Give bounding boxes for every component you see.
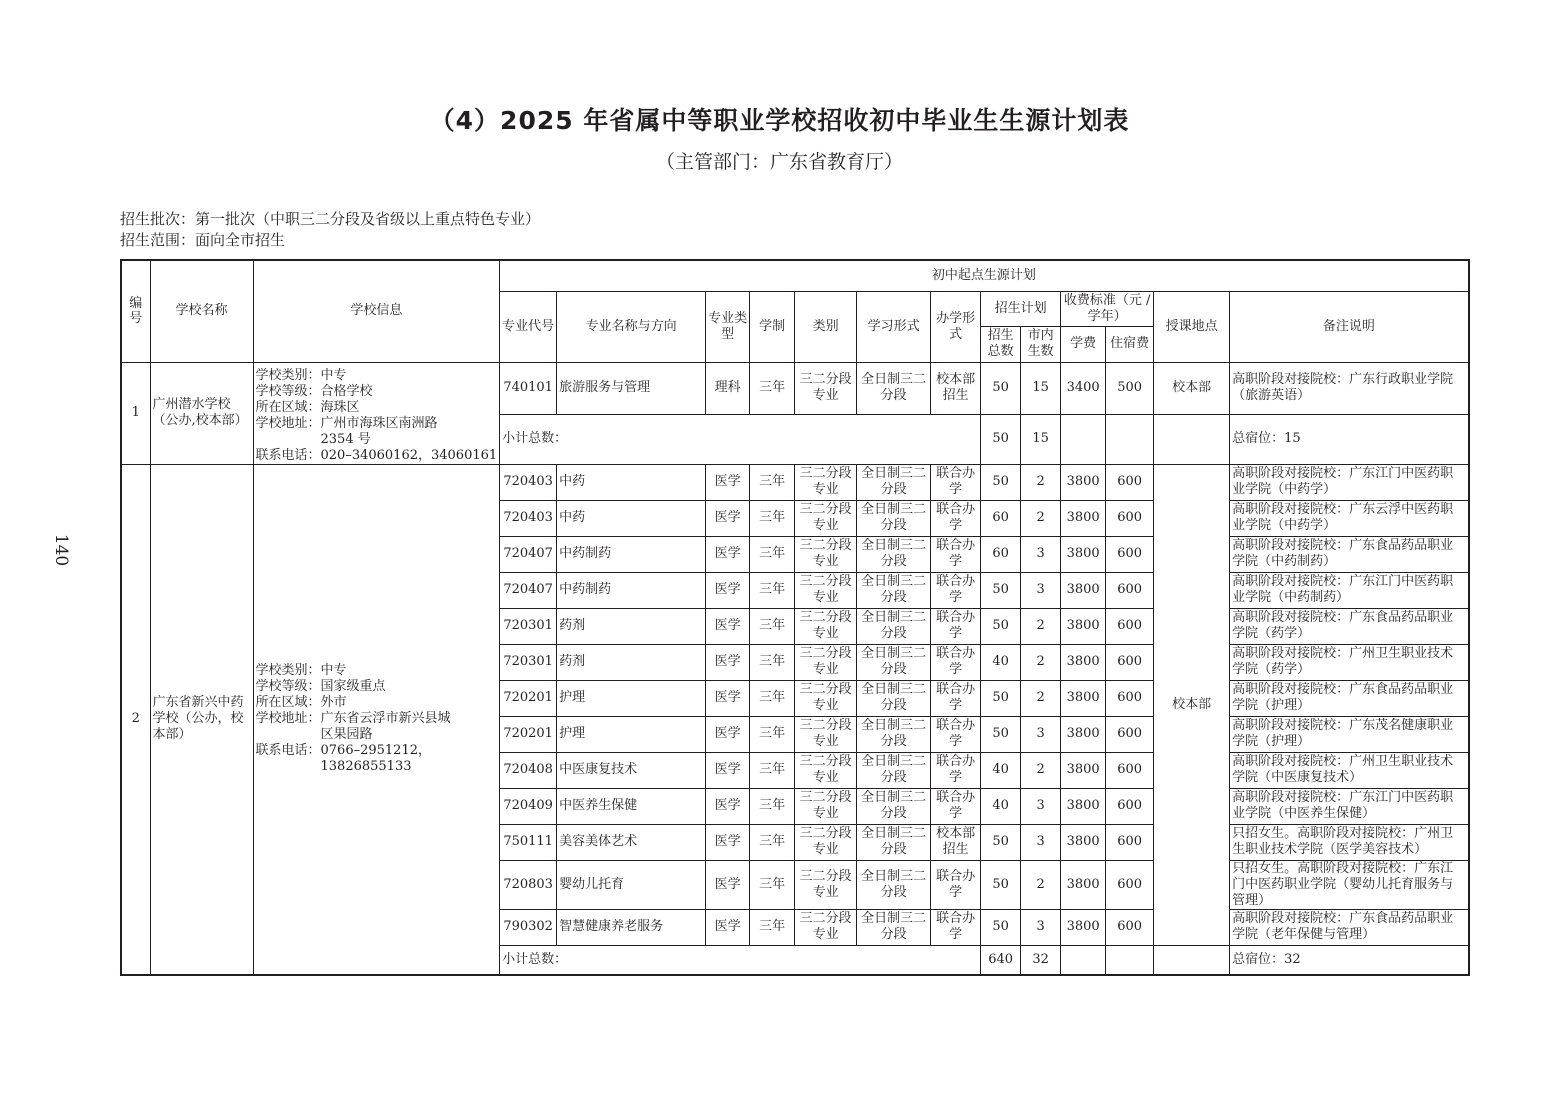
plan-city: 2 <box>1021 860 1061 909</box>
plan-city: 2 <box>1021 464 1061 500</box>
subtotal-city: 32 <box>1021 945 1061 975</box>
remarks: 只招女生。高职阶段对接院校：广东江门中医药职业学院（婴幼儿托育服务与管理） <box>1230 860 1469 909</box>
plan-city: 15 <box>1021 362 1061 414</box>
study-form: 全日制三二分段 <box>857 860 931 909</box>
major-type: 医学 <box>706 680 750 716</box>
plan-total: 50 <box>981 680 1021 716</box>
header-no: 编号 <box>121 260 150 362</box>
major-name: 美容美体艺术 <box>557 824 706 860</box>
school-info-line: 2354 号 <box>255 431 371 447</box>
plan-total: 50 <box>981 608 1021 644</box>
header-fee-dorm: 住宿费 <box>1106 326 1154 362</box>
remarks: 高职阶段对接院校：广州卫生职业技术学院（药学） <box>1230 644 1469 680</box>
fee-dorm: 500 <box>1106 362 1154 414</box>
school-no: 2 <box>121 464 150 975</box>
run-form: 联合办学 <box>931 716 981 752</box>
page-title: （4）2025 年省属中等职业学校招收初中毕业生生源计划表 <box>429 106 1130 135</box>
category: 三二分段专业 <box>795 608 857 644</box>
plan-city: 3 <box>1021 716 1061 752</box>
remarks: 高职阶段对接院校：广东食品药品职业学院（中药制药） <box>1230 536 1469 572</box>
major-code: 790302 <box>500 909 557 945</box>
teaching-location: 校本部 <box>1154 464 1230 945</box>
school-info <box>253 464 500 975</box>
run-form: 联合办学 <box>931 909 981 945</box>
major-type: 医学 <box>706 752 750 788</box>
plan-total: 50 <box>981 716 1021 752</box>
school-info-line: 学校等级：合格学校 <box>255 383 373 399</box>
enrollment-plan-table <box>120 259 1470 976</box>
plan-city: 3 <box>1021 536 1061 572</box>
major-type: 理科 <box>706 362 750 414</box>
header-remarks: 备注说明 <box>1230 291 1469 362</box>
major-type: 医学 <box>706 716 750 752</box>
subtotal-note: 总宿位：15 <box>1230 414 1469 464</box>
subtotal-empty <box>1061 945 1106 975</box>
duration: 三年 <box>750 500 795 536</box>
duration: 三年 <box>750 572 795 608</box>
header-major: 专业名称与方向 <box>557 291 706 362</box>
study-form: 全日制三二分段 <box>857 680 931 716</box>
remarks: 高职阶段对接院校：广东江门中医药职业学院（中药制药） <box>1230 572 1469 608</box>
major-code: 720301 <box>500 644 557 680</box>
major-code: 720403 <box>500 464 557 500</box>
major-code: 750111 <box>500 824 557 860</box>
fee-dorm: 600 <box>1106 608 1154 644</box>
duration: 三年 <box>750 860 795 909</box>
subtotal-empty <box>1106 945 1154 975</box>
category: 三二分段专业 <box>795 860 857 909</box>
run-form: 联合办学 <box>931 788 981 824</box>
plan-total: 40 <box>981 752 1021 788</box>
major-name: 中药制药 <box>557 536 706 572</box>
remarks: 高职阶段对接院校：广东行政职业学院（旅游英语） <box>1230 362 1469 414</box>
fee-tuition: 3800 <box>1061 716 1106 752</box>
major-type: 医学 <box>706 608 750 644</box>
fee-tuition: 3800 <box>1061 752 1106 788</box>
header-study-form: 学习形式 <box>857 291 931 362</box>
major-code: 720803 <box>500 860 557 909</box>
school-info-line: 学校类别：中专 <box>255 663 347 679</box>
major-name: 婴幼儿托育 <box>557 860 706 909</box>
major-name: 中医康复技术 <box>557 752 706 788</box>
remarks: 高职阶段对接院校：广东江门中医药职业学院（中药学） <box>1230 464 1469 500</box>
run-form: 校本部招生 <box>931 362 981 414</box>
major-code: 740101 <box>500 362 557 414</box>
school-name: 广州潜水学校（公办,校本部） <box>150 362 253 464</box>
fee-tuition: 3800 <box>1061 788 1106 824</box>
enrollment-batch: 招生批次：第一批次（中职三二分段及省级以上重点特色专业） <box>120 210 541 228</box>
subtotal-empty <box>1154 414 1230 464</box>
remarks: 高职阶段对接院校：广东食品药品职业学院（老年保健与管理） <box>1230 909 1469 945</box>
plan-city: 3 <box>1021 909 1061 945</box>
major-name: 中药 <box>557 500 706 536</box>
plan-city: 2 <box>1021 680 1061 716</box>
study-form: 全日制三二分段 <box>857 536 931 572</box>
header-group: 初中起点生源计划 <box>500 260 1469 291</box>
plan-total: 50 <box>981 860 1021 909</box>
study-form: 全日制三二分段 <box>857 752 931 788</box>
major-code: 720409 <box>500 788 557 824</box>
school-name: 广东省新兴中药学校（公办，校本部） <box>150 464 253 975</box>
category: 三二分段专业 <box>795 536 857 572</box>
run-form: 联合办学 <box>931 860 981 909</box>
category: 三二分段专业 <box>795 464 857 500</box>
duration: 三年 <box>750 464 795 500</box>
major-name: 中医养生保健 <box>557 788 706 824</box>
fee-tuition: 3800 <box>1061 500 1106 536</box>
remarks: 高职阶段对接院校：广东江门中医药职业学院（中医养生保健） <box>1230 788 1469 824</box>
fee-tuition: 3800 <box>1061 572 1106 608</box>
school-info-line: 学校地址：广东省云浮市新兴县城 <box>255 711 451 727</box>
fee-dorm: 600 <box>1106 680 1154 716</box>
header-plan-total: 招生总数 <box>981 326 1021 362</box>
remarks: 高职阶段对接院校：广东云浮中医药职业学院（中药学） <box>1230 500 1469 536</box>
major-code: 720403 <box>500 500 557 536</box>
major-type: 医学 <box>706 824 750 860</box>
study-form: 全日制三二分段 <box>857 909 931 945</box>
duration: 三年 <box>750 716 795 752</box>
category: 三二分段专业 <box>795 572 857 608</box>
major-code: 720407 <box>500 572 557 608</box>
fee-dorm: 600 <box>1106 860 1154 909</box>
fee-dorm: 600 <box>1106 788 1154 824</box>
subtotal-note: 总宿位：32 <box>1230 945 1469 975</box>
study-form: 全日制三二分段 <box>857 500 931 536</box>
study-form: 全日制三二分段 <box>857 824 931 860</box>
major-type: 医学 <box>706 909 750 945</box>
major-type: 医学 <box>706 572 750 608</box>
category: 三二分段专业 <box>795 716 857 752</box>
major-type: 医学 <box>706 644 750 680</box>
page-number: 140 <box>51 533 72 567</box>
plan-total: 60 <box>981 536 1021 572</box>
school-info-line: 13826855133 <box>255 759 412 775</box>
plan-total: 50 <box>981 362 1021 414</box>
fee-tuition: 3800 <box>1061 909 1106 945</box>
major-type: 医学 <box>706 500 750 536</box>
plan-city: 2 <box>1021 752 1061 788</box>
duration: 三年 <box>750 680 795 716</box>
run-form: 联合办学 <box>931 608 981 644</box>
plan-total: 40 <box>981 788 1021 824</box>
plan-city: 3 <box>1021 572 1061 608</box>
school-info-line: 学校类别：中专 <box>255 367 347 383</box>
remarks: 只招女生。高职阶段对接院校：广州卫生职业技术学院（医学美容技术） <box>1230 824 1469 860</box>
remarks: 高职阶段对接院校：广东茂名健康职业学院（护理） <box>1230 716 1469 752</box>
run-form: 联合办学 <box>931 500 981 536</box>
subtotal-city: 15 <box>1021 414 1061 464</box>
major-name: 护理 <box>557 716 706 752</box>
fee-dorm: 600 <box>1106 500 1154 536</box>
duration: 三年 <box>750 824 795 860</box>
fee-dorm: 600 <box>1106 572 1154 608</box>
major-name: 中药 <box>557 464 706 500</box>
duration: 三年 <box>750 608 795 644</box>
school-no: 1 <box>121 362 150 464</box>
fee-dorm: 600 <box>1106 464 1154 500</box>
plan-city: 3 <box>1021 824 1061 860</box>
subtotal-empty <box>1061 414 1106 464</box>
category: 三二分段专业 <box>795 824 857 860</box>
subtotal-total: 50 <box>981 414 1021 464</box>
plan-city: 2 <box>1021 500 1061 536</box>
major-code: 720407 <box>500 536 557 572</box>
remarks: 高职阶段对接院校：广东食品药品职业学院（护理） <box>1230 680 1469 716</box>
study-form: 全日制三二分段 <box>857 464 931 500</box>
header-location: 授课地点 <box>1154 291 1230 362</box>
fee-dorm: 600 <box>1106 752 1154 788</box>
header-fee: 收费标准（元 / 学年） <box>1061 291 1154 326</box>
category: 三二分段专业 <box>795 909 857 945</box>
major-name: 护理 <box>557 680 706 716</box>
school-info-line: 所在区域：海珠区 <box>255 399 360 415</box>
subtotal-label: 小计总数： <box>500 414 981 464</box>
header-plan: 招生计划 <box>981 291 1061 326</box>
plan-city: 2 <box>1021 644 1061 680</box>
run-form: 联合办学 <box>931 572 981 608</box>
subtotal-empty <box>1106 414 1154 464</box>
header-duration: 学制 <box>750 291 795 362</box>
fee-tuition: 3800 <box>1061 464 1106 500</box>
table-row <box>121 362 1469 414</box>
major-type: 医学 <box>706 464 750 500</box>
teaching-location: 校本部 <box>1154 362 1230 414</box>
plan-total: 50 <box>981 824 1021 860</box>
fee-tuition: 3400 <box>1061 362 1106 414</box>
duration: 三年 <box>750 644 795 680</box>
plan-city: 3 <box>1021 788 1061 824</box>
fee-tuition: 3800 <box>1061 860 1106 909</box>
study-form: 全日制三二分段 <box>857 716 931 752</box>
duration: 三年 <box>750 909 795 945</box>
major-name: 智慧健康养老服务 <box>557 909 706 945</box>
category: 三二分段专业 <box>795 788 857 824</box>
fee-tuition: 3800 <box>1061 536 1106 572</box>
major-type: 医学 <box>706 536 750 572</box>
page-subtitle: （主管部门：广东省教育厅） <box>655 151 903 173</box>
fee-dorm: 600 <box>1106 644 1154 680</box>
fee-tuition: 3800 <box>1061 608 1106 644</box>
study-form: 全日制三二分段 <box>857 572 931 608</box>
plan-total: 50 <box>981 572 1021 608</box>
plan-total: 50 <box>981 464 1021 500</box>
plan-total: 60 <box>981 500 1021 536</box>
run-form: 联合办学 <box>931 536 981 572</box>
study-form: 全日制三二分段 <box>857 608 931 644</box>
fee-dorm: 600 <box>1106 909 1154 945</box>
major-name: 中药制药 <box>557 572 706 608</box>
header-major-type: 专业类型 <box>706 291 750 362</box>
header-run-form: 办学形式 <box>931 291 981 362</box>
run-form: 联合办学 <box>931 752 981 788</box>
duration: 三年 <box>750 788 795 824</box>
category: 三二分段专业 <box>795 644 857 680</box>
subtotal-total: 640 <box>981 945 1021 975</box>
major-name: 旅游服务与管理 <box>557 362 706 414</box>
study-form: 全日制三二分段 <box>857 362 931 414</box>
study-form: 全日制三二分段 <box>857 788 931 824</box>
subtotal-label: 小计总数： <box>500 945 981 975</box>
fee-dorm: 600 <box>1106 536 1154 572</box>
duration: 三年 <box>750 536 795 572</box>
major-name: 药剂 <box>557 608 706 644</box>
major-code: 720301 <box>500 608 557 644</box>
header-category: 类别 <box>795 291 857 362</box>
major-name: 药剂 <box>557 644 706 680</box>
fee-tuition: 3800 <box>1061 824 1106 860</box>
school-info-line: 联系电话：0766–2951212， <box>255 743 431 759</box>
run-form: 联合办学 <box>931 464 981 500</box>
major-type: 医学 <box>706 788 750 824</box>
plan-total: 40 <box>981 644 1021 680</box>
run-form: 校本部招生 <box>931 824 981 860</box>
major-type: 医学 <box>706 860 750 909</box>
fee-tuition: 3800 <box>1061 644 1106 680</box>
category: 三二分段专业 <box>795 752 857 788</box>
duration: 三年 <box>750 362 795 414</box>
category: 三二分段专业 <box>795 680 857 716</box>
plan-city: 2 <box>1021 608 1061 644</box>
remarks: 高职阶段对接院校：广东食品药品职业学院（药学） <box>1230 608 1469 644</box>
subtotal-empty <box>1154 945 1230 975</box>
header-school-name: 学校名称 <box>150 260 253 362</box>
table-body <box>121 260 1469 975</box>
category: 三二分段专业 <box>795 500 857 536</box>
fee-dorm: 600 <box>1106 716 1154 752</box>
table-row <box>121 464 1469 500</box>
school-info-line: 区果园路 <box>255 727 373 743</box>
major-code: 720408 <box>500 752 557 788</box>
run-form: 联合办学 <box>931 644 981 680</box>
school-info-line: 学校地址：广州市海珠区南洲路 <box>255 415 438 431</box>
school-info-line: 联系电话：020–34060162，34060161 <box>255 447 498 463</box>
remarks: 高职阶段对接院校：广州卫生职业技术学院（中医康复技术） <box>1230 752 1469 788</box>
major-code: 720201 <box>500 716 557 752</box>
school-info-line: 学校等级：国家级重点 <box>255 679 386 695</box>
major-code: 720201 <box>500 680 557 716</box>
plan-total: 50 <box>981 909 1021 945</box>
fee-dorm: 600 <box>1106 824 1154 860</box>
header-fee-tuition: 学费 <box>1061 326 1106 362</box>
header-plan-city: 市内生数 <box>1021 326 1061 362</box>
study-form: 全日制三二分段 <box>857 644 931 680</box>
school-info-line: 所在区域：外市 <box>255 695 347 711</box>
enrollment-scope: 招生范围：面向全市招生 <box>120 231 286 249</box>
duration: 三年 <box>750 752 795 788</box>
header-code: 专业代号 <box>500 291 557 362</box>
run-form: 联合办学 <box>931 680 981 716</box>
school-info <box>253 362 500 464</box>
fee-tuition: 3800 <box>1061 680 1106 716</box>
header-school-info: 学校信息 <box>253 260 500 362</box>
category: 三二分段专业 <box>795 362 857 414</box>
